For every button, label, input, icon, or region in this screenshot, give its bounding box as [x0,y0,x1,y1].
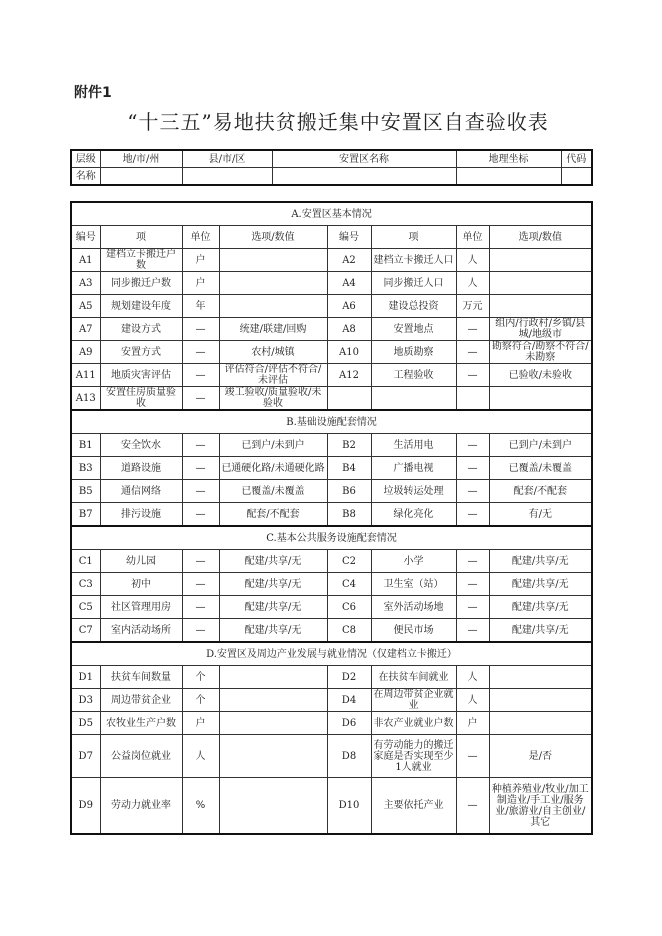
item-unit: — [456,619,489,643]
item-unit: — [456,364,489,387]
item-name: 周边带贫企业 [100,689,182,712]
item-value-field[interactable] [489,666,592,689]
county-field[interactable] [182,168,272,186]
item-unit: — [456,596,489,619]
column-header: 编号 [71,226,100,249]
item-value-field[interactable]: 组内/行政村/乡镇/县城/地级市 [489,318,592,341]
item-code: D5 [71,712,100,735]
item-value-field[interactable]: 竣工验收/质量验收/未验收 [219,387,327,411]
item-unit: — [456,341,489,364]
item-code: C2 [327,550,371,573]
item-value-field[interactable] [219,272,327,295]
table-row [71,689,592,712]
item-unit: 户 [182,712,219,735]
item-code: B3 [71,457,100,480]
item-value-field[interactable] [219,689,327,712]
item-code: D1 [71,666,100,689]
item-unit: — [456,778,489,835]
item-code: D10 [327,778,371,835]
table-row [71,341,592,364]
item-name: 主要依托产业 [371,778,456,835]
item-unit: 人 [456,249,489,272]
table-row [71,457,592,480]
table-row [71,434,592,457]
item-name: 小学 [371,550,456,573]
item-name [371,387,456,411]
item-unit: 户 [182,272,219,295]
level-label: 层级 [71,150,100,168]
item-code: A13 [71,387,100,411]
item-name: 便民市场 [371,619,456,643]
item-unit: — [182,364,219,387]
item-unit [456,387,489,411]
item-name: 在扶贫车间就业 [371,666,456,689]
table-row [71,272,592,295]
item-code: A9 [71,341,100,364]
table-row [71,503,592,527]
item-name: 规划建设年度 [100,295,182,318]
location-header-table [70,149,593,186]
item-unit: — [182,573,219,596]
item-name: 地质灾害评估 [100,364,182,387]
section-title: C.基本公共服务设施配套情况 [71,526,592,550]
item-code: C5 [71,596,100,619]
item-name: 卫生室（站） [371,573,456,596]
item-name: 非农产业就业户数 [371,712,456,735]
item-code: A5 [71,295,100,318]
item-value-field[interactable]: 已验收/未验收 [489,364,592,387]
item-code: D6 [327,712,371,735]
column-header-row [71,226,592,249]
item-code: C6 [327,596,371,619]
table-row [71,778,592,835]
item-code: C8 [327,619,371,643]
item-code: C4 [327,573,371,596]
section-title-row [71,642,592,666]
item-value-field[interactable]: 配建/共享/无 [219,573,327,596]
item-unit: — [182,596,219,619]
item-value-field[interactable] [219,249,327,272]
item-code: A2 [327,249,371,272]
item-value-field[interactable] [489,387,592,411]
item-value-field[interactable] [489,689,592,712]
item-value-field[interactable]: 种植养殖业/牧业/加工制造业/手工业/服务业/旅游业/自主创业/其它 [489,778,592,835]
item-code: A7 [71,318,100,341]
item-value-field[interactable]: 配套/不配套 [219,503,327,527]
item-code: B7 [71,503,100,527]
item-name: 安全饮水 [100,434,182,457]
item-code: B8 [327,503,371,527]
section-title-row [71,410,592,434]
item-code: A6 [327,295,371,318]
item-code: A12 [327,364,371,387]
column-header: 选项/数值 [489,226,592,249]
item-value-field[interactable]: 配套/不配套 [489,480,592,503]
item-name: 初中 [100,573,182,596]
item-unit: 人 [456,272,489,295]
item-name: 幼儿园 [100,550,182,573]
site-name-field[interactable] [272,168,456,186]
table-row [71,619,592,643]
item-value-field[interactable]: 配建/共享/无 [489,619,592,643]
item-name: 排污设施 [100,503,182,527]
column-header: 项 [100,226,182,249]
item-name: 垃圾转运处理 [371,480,456,503]
item-name: 室外活动场地 [371,596,456,619]
item-name: 建设方式 [100,318,182,341]
item-value-field[interactable] [219,295,327,318]
section-title: B.基础设施配套情况 [71,410,592,434]
prefecture-field[interactable] [100,168,182,186]
item-name: 农牧业生产户数 [100,712,182,735]
item-unit: 人 [456,689,489,712]
item-unit: — [182,457,219,480]
item-value-field[interactable] [489,249,592,272]
item-name: 社区管理用房 [100,596,182,619]
item-value-field[interactable]: 已通硬化路/未通硬化路 [219,457,327,480]
item-name: 建档立卡搬迁人口 [371,249,456,272]
item-value-field[interactable] [219,712,327,735]
column-header: 单位 [456,226,489,249]
site-name-header: 安置区名称 [272,150,456,168]
item-value-field[interactable]: 配建/共享/无 [219,596,327,619]
table-row [71,596,592,619]
item-name: 道路设施 [100,457,182,480]
column-header: 项 [371,226,456,249]
table-row [71,480,592,503]
attachment-label: 附件1 [74,85,112,101]
item-value-field[interactable]: 已到户/未到户 [489,434,592,457]
item-value-field[interactable] [489,295,592,318]
section-title-row [71,202,592,226]
item-name: 公益岗位就业 [100,735,182,778]
code-header: 代码 [561,150,592,168]
item-value-field[interactable]: 配建/共享/无 [489,596,592,619]
item-unit: — [456,318,489,341]
inspection-table [70,201,593,835]
item-value-field[interactable] [219,666,327,689]
item-code: B4 [327,457,371,480]
item-code: C1 [71,550,100,573]
item-value-field[interactable]: 统建/联建/回购 [219,318,327,341]
item-value-field[interactable] [489,272,592,295]
item-code: D7 [71,735,100,778]
item-name: 同步搬迁人口 [371,272,456,295]
item-value-field[interactable]: 配建/共享/无 [219,619,327,643]
item-unit: 个 [182,689,219,712]
item-unit: — [456,735,489,778]
item-name: 广播电视 [371,457,456,480]
item-code: B5 [71,480,100,503]
table-row [71,666,592,689]
item-name: 绿化亮化 [371,503,456,527]
table-row [71,364,592,387]
item-name: 在周边带贫企业就业 [371,689,456,712]
item-name: 通信网络 [100,480,182,503]
coordinates-field[interactable] [456,168,561,186]
item-code: A11 [71,364,100,387]
item-name: 同步搬迁户数 [100,272,182,295]
item-value-field[interactable]: 已到户/未到户 [219,434,327,457]
item-unit: — [182,387,219,411]
item-unit: — [182,318,219,341]
item-unit: 户 [456,712,489,735]
item-value-field[interactable]: 有/无 [489,503,592,527]
item-name: 室内活动场所 [100,619,182,643]
table-row [71,550,592,573]
item-code: B6 [327,480,371,503]
item-name: 建设总投资 [371,295,456,318]
item-value-field[interactable]: 评估符合/评估不符合/未评估 [219,364,327,387]
table-row [71,318,592,341]
item-value-field[interactable] [219,735,327,778]
item-value-field[interactable] [489,712,592,735]
item-unit: 人 [456,666,489,689]
column-header: 编号 [327,226,371,249]
column-header: 选项/数值 [219,226,327,249]
item-code: C7 [71,619,100,643]
item-name: 安置地点 [371,318,456,341]
item-unit: 户 [182,249,219,272]
item-code: B2 [327,434,371,457]
table-row [71,295,592,318]
item-unit: — [456,480,489,503]
section-title-row [71,526,592,550]
item-value-field[interactable] [219,778,327,835]
item-unit: 个 [182,666,219,689]
item-code: B1 [71,434,100,457]
prefecture-header: 地/市/州 [100,150,182,168]
item-value-field[interactable]: 配建/共享/无 [489,573,592,596]
table-row [71,249,592,272]
item-name: 劳动力就业率 [100,778,182,835]
table-row [71,573,592,596]
item-code: C3 [71,573,100,596]
county-header: 县/市/区 [182,150,272,168]
item-value-field[interactable]: 农村/城镇 [219,341,327,364]
item-unit: — [456,550,489,573]
item-unit: — [456,457,489,480]
item-unit: — [182,619,219,643]
item-code: A10 [327,341,371,364]
item-code [327,387,371,411]
item-unit: — [456,434,489,457]
table-row [71,387,592,411]
item-value-field[interactable]: 配建/共享/无 [489,550,592,573]
item-code: D8 [327,735,371,778]
column-header: 单位 [182,226,219,249]
item-name: 扶贫车间数量 [100,666,182,689]
item-name: 建档立卡搬迁户数 [100,249,182,272]
item-value-field[interactable]: 已覆盖/未覆盖 [489,457,592,480]
item-unit: % [182,778,219,835]
item-value-field[interactable]: 勘察符合/勘察不符合/未勘察 [489,341,592,364]
item-unit: — [182,480,219,503]
table-row [71,712,592,735]
code-field[interactable] [561,168,592,186]
name-label: 名称 [71,168,100,186]
table-row [71,735,592,778]
item-code: A4 [327,272,371,295]
item-code: D4 [327,689,371,712]
item-name: 安置方式 [100,341,182,364]
item-unit: — [182,341,219,364]
item-name: 工程验收 [371,364,456,387]
item-name: 地质勘察 [371,341,456,364]
section-title: D.安置区及周边产业发展与就业情况（仅建档立卡搬迁） [71,642,592,666]
coordinates-header: 地理坐标 [456,150,561,168]
item-unit: — [182,550,219,573]
item-unit: — [182,503,219,527]
item-value-field[interactable]: 配建/共享/无 [219,550,327,573]
item-unit: — [456,503,489,527]
item-unit: — [456,573,489,596]
item-unit: 年 [182,295,219,318]
item-unit: 人 [182,735,219,778]
item-value-field[interactable]: 是/否 [489,735,592,778]
item-name: 安置住房质量验收 [100,387,182,411]
item-code: A3 [71,272,100,295]
section-title: A.安置区基本情况 [71,202,592,226]
item-value-field[interactable]: 已覆盖/未覆盖 [219,480,327,503]
item-code: D9 [71,778,100,835]
item-unit: — [182,434,219,457]
item-unit: 万元 [456,295,489,318]
item-name: 有劳动能力的搬迁家庭是否实现至少1人就业 [371,735,456,778]
item-code: D3 [71,689,100,712]
page-title: “十三五”易地扶贫搬迁集中安置区自查验收表 [127,110,549,134]
item-code: A1 [71,249,100,272]
item-code: D2 [327,666,371,689]
item-code: A8 [327,318,371,341]
item-name: 生活用电 [371,434,456,457]
